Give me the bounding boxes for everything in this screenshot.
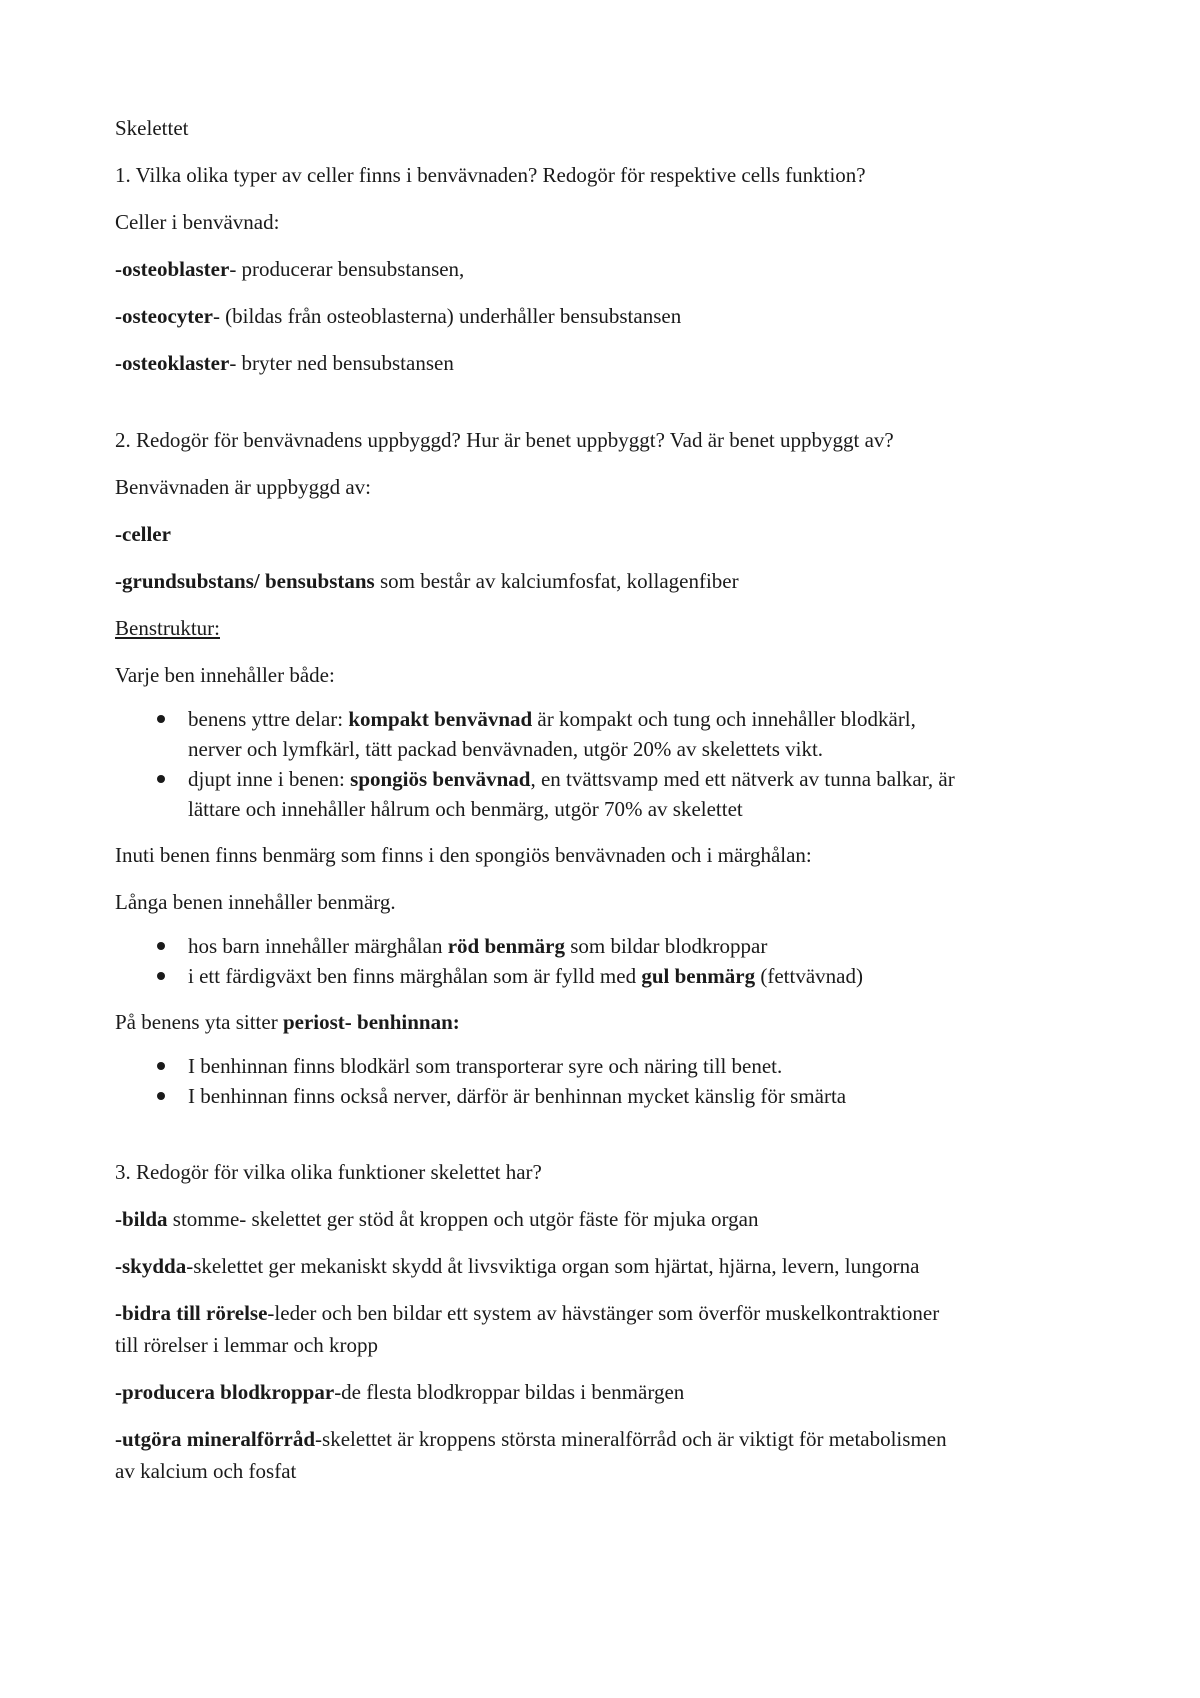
long-bones: Långa benen innehåller benmärg. [115,890,396,914]
term: -osteoklaster [115,351,230,375]
list-item: djupt inne i benen: spongiös benvävnad, en tvättsvamp med ett nätverk av tunna balkar, är lättare och innehåller hålrum och benmärg, utgör 70% av skelettet [115,764,1095,824]
q2-intro: Benvävnaden är uppbyggd av: [115,475,372,499]
term: -bilda [115,1207,168,1231]
question-1: 1. Vilka olika typer av celler finns i benvävnaden? Redogör för respektive cells funktion? [115,163,866,187]
question-2: 2. Redogör för benvävnadens uppbyggd? Hur är benet uppbyggt? Vad är benet uppbyggt av? [115,428,894,452]
term: röd benmärg [447,934,565,958]
q2-item-celler [115,518,1095,550]
q3-item-bilda: -bilda stomme- skelettet ger stöd åt kroppen och utgör fäste för mjuka organ [115,1207,759,1231]
term: -utgöra mineralförråd [115,1427,316,1451]
definition: - bryter ned bensubstansen [229,351,454,375]
list-item: i ett färdigväxt ben finns märghålan som är fylld med gul benmärg (fettvävnad) [115,961,1095,991]
marrow-list [115,931,1095,991]
bullet-icon [157,775,165,783]
structure-heading-text: Benstruktur: [115,616,220,640]
question-3: 3. Redogör för vilka olika funktioner skelettet har? [115,1160,542,1184]
q3-item-rorelse: -bidra till rörelse-leder och ben bildar ett system av hävstänger som överför muskelkontraktioner till rörelser i lemmar och kropp [115,1301,940,1357]
structure-heading [115,612,1095,644]
term: -grundsubstans/ bensubstans [115,569,375,593]
q3-item-mineral: -utgöra mineralförråd-skelettet är kroppens största mineralförråd och är viktigt för metabolismen av kalcium och fosfat [115,1427,947,1483]
q1-item-osteoklaster [115,347,1095,379]
spacer [115,394,1095,424]
term: -osteoblaster [115,257,230,281]
list-item: I benhinnan finns blodkärl som transporterar syre och näring till benet. [115,1051,1095,1081]
list-item: hos barn innehåller märghålan röd benmärg som bildar blodkroppar [115,931,1095,961]
periost-list [115,1051,1095,1111]
bullet-icon [157,942,165,950]
q1-item-osteocyter [115,300,1095,332]
bullet-icon [157,972,165,980]
definition: som består av kalciumfosfat, kollagenfiber [374,569,739,593]
q2-item-grundsubstans [115,565,1095,597]
definition: - (bildas från osteoblasterna) underhåller bensubstansen [212,304,682,328]
term: -osteocyter [115,304,213,328]
spacer [115,1126,1095,1156]
bullet-icon [157,715,165,723]
marrow-intro: Inuti benen finns benmärg som finns i den spongiös benvävnaden och i märghålan: [115,843,812,867]
bullet-icon [157,1062,165,1070]
q3-item-blodkroppar: -producera blodkroppar-de flesta blodkroppar bildas i benmärgen [115,1380,685,1404]
definition: - producerar bensubstansen, [229,257,465,281]
term: gul benmärg [641,964,756,988]
q1-intro: Celler i benvävnad: [115,210,280,234]
list-item: I benhinnan finns också nerver, därför är benhinnan mycket känslig för smärta [115,1081,1095,1111]
term: spongiös benvävnad [350,767,531,791]
q3-item-skydda: -skydda-skelettet ger mekaniskt skydd åt livsviktiga organ som hjärtat, hjärna, levern, lungorna [115,1254,920,1278]
term: kompakt benvävnad [348,707,533,731]
structure-intro: Varje ben innehåller både: [115,663,335,687]
document-body [115,112,1095,1502]
list-item: benens yttre delar: kompakt benvävnad är kompakt och tung och innehåller blodkärl, nerver och lymfkärl, tätt packad benvävnaden, utgör 20% av skelettets vikt. [115,704,1095,764]
periost-line: På benens yta sitter periost- benhinnan: [115,1010,460,1034]
bone-tissue-list [115,704,1095,824]
q1-item-osteoblaster [115,253,1095,285]
term: -bidra till rörelse [115,1301,268,1325]
term: periost- benhinnan: [282,1010,460,1034]
term: -celler [115,522,171,546]
term: -producera blodkroppar [115,1380,335,1404]
bullet-icon [157,1092,165,1100]
document-title: Skelettet [115,116,189,140]
term: -skydda [115,1254,187,1278]
